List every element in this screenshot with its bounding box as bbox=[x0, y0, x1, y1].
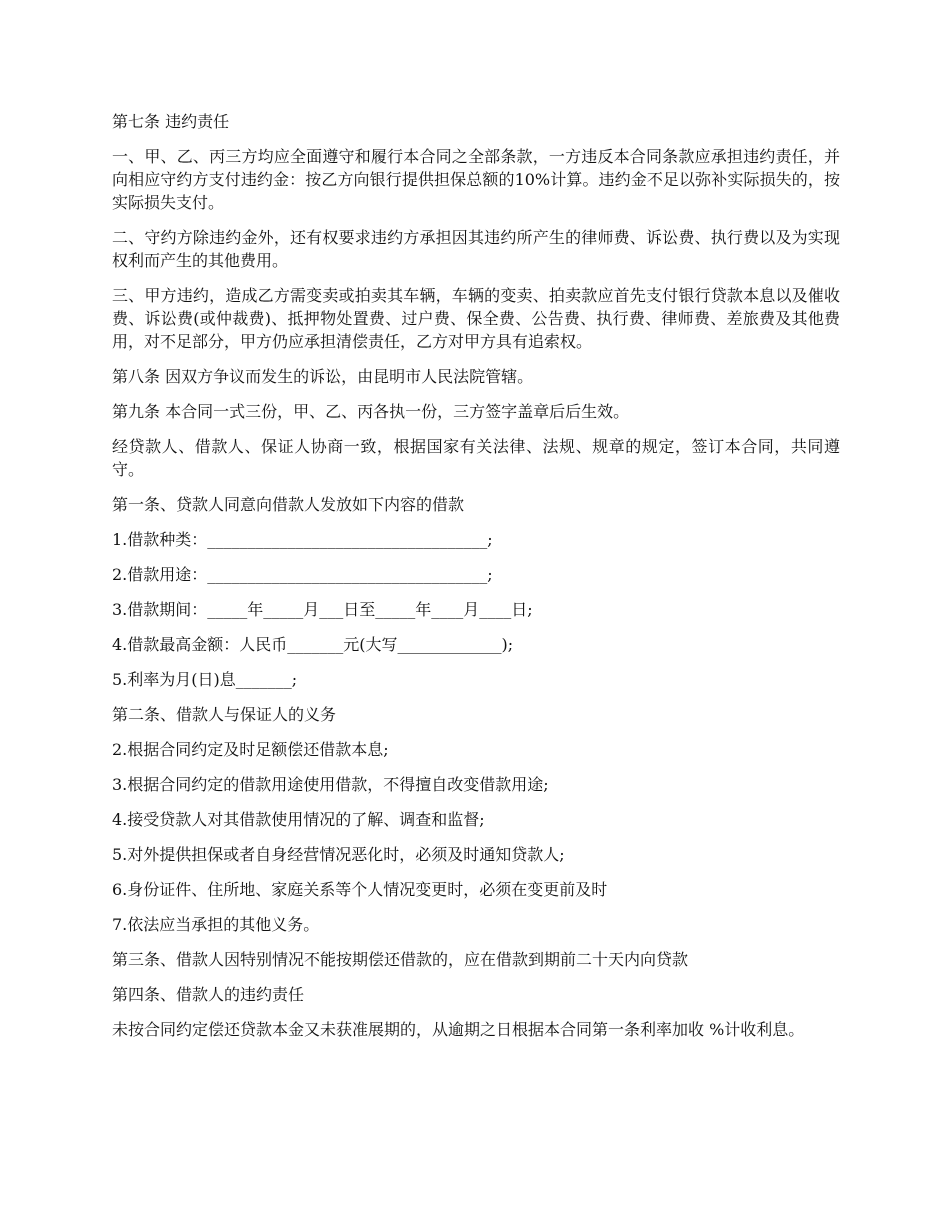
obligation-item: 2.根据合同约定及时足额偿还借款本息; bbox=[112, 740, 389, 759]
section-1-heading: 第一条、贷款人同意向借款人发放如下内容的借款 bbox=[112, 495, 465, 514]
document-page bbox=[112, 110, 840, 1053]
section-4-clause: 未按合同约定偿还贷款本金又未获准展期的，从逾期之日根据本合同第一条利率加收 %计收利息。 bbox=[112, 1020, 805, 1039]
article-7-clause-3: 三、甲方违约，造成乙方需变卖或拍卖其车辆，车辆的变卖、拍卖款应首先支付银行贷款本息以及催收费、诉讼费(或仲裁费)、抵押物处置费、过户费、保全费、公告费、执行费、律师费、差旅费及其他费用，对不足部分，甲方仍应承担清偿责任，乙方对甲方具有追索权。 bbox=[112, 286, 840, 351]
article-9: 第九条 本合同一式三份，甲、乙、丙各执一份，三方签字盖章后后生效。 bbox=[112, 402, 630, 421]
article-7-clause-1: 一、甲、乙、丙三方均应全面遵守和履行本合同之全部条款，一方违反本合同条款应承担违约责任，并向相应守约方支付违约金：按乙方向银行提供担保总额的10%计算。违约金不足以弥补实际损失的，按实际损失支付。 bbox=[112, 147, 840, 212]
preamble: 经贷款人、借款人、保证人协商一致，根据国家有关法律、法规、规章的规定，签订本合同，共同遵守。 bbox=[112, 437, 840, 479]
obligation-item: 4.接受贷款人对其借款使用情况的了解、调查和监督; bbox=[112, 810, 485, 829]
obligation-item: 7.依法应当承担的其他义务。 bbox=[112, 915, 320, 934]
interest-rate-field: 5.利率为月(日)息_______; bbox=[112, 670, 298, 689]
loan-max-amount-field: 4.借款最高金额：人民币_______元(大写_____________); bbox=[112, 635, 514, 654]
obligation-item: 3.根据合同约定的借款用途使用借款，不得擅自改变借款用途; bbox=[112, 775, 549, 794]
loan-purpose-field: 2.借款用途：___________________________________; bbox=[112, 565, 493, 584]
section-2-heading: 第二条、借款人与保证人的义务 bbox=[112, 705, 337, 724]
loan-period-field: 3.借款期间：_____年_____月___日至_____年____月____日; bbox=[112, 600, 533, 619]
obligation-item: 5.对外提供担保或者自身经营情况恶化时，必须及时通知贷款人; bbox=[112, 845, 565, 864]
loan-type-field: 1.借款种类：___________________________________; bbox=[112, 530, 493, 549]
article-7-heading: 第七条 违约责任 bbox=[112, 112, 230, 131]
article-8: 第八条 因双方争议而发生的诉讼，由昆明市人民法院管辖。 bbox=[112, 367, 534, 386]
section-4-heading: 第四条、借款人的违约责任 bbox=[112, 985, 305, 1004]
section-3: 第三条、借款人因特别情况不能按期偿还借款的，应在借款到期前二十天内向贷款 bbox=[112, 950, 689, 969]
article-7-clause-2: 二、守约方除违约金外，还有权要求违约方承担因其违约所产生的律师费、诉讼费、执行费以及为实现权利而产生的其他费用。 bbox=[112, 228, 840, 270]
obligation-item: 6.身份证件、住所地、家庭关系等个人情况变更时，必须在变更前及时 bbox=[112, 880, 608, 899]
